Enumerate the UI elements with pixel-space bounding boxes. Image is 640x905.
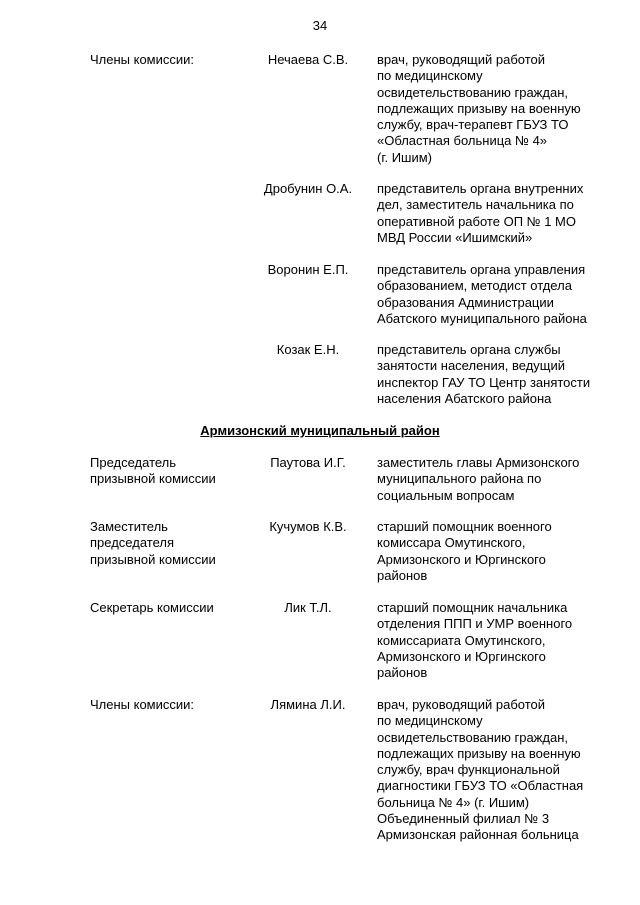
member-position: представитель органа службы занятости населения, ведущий инспектор ГАУ ТО Центр занятости населения Абатского района: [377, 342, 591, 406]
member-position: заместитель главы Армизонского муниципального района по социальным вопросам: [377, 455, 580, 503]
commission-role: Члены комиссии:: [90, 697, 195, 712]
commission-role: Заместитель председателя призывной комиссии: [90, 519, 216, 567]
section-title: Армизонский муниципальный район: [200, 423, 440, 438]
member-position: врач, руководящий работой по медицинскому освидетельствованию граждан, подлежащих призыву на военную службу, врач-терапевт ГБУЗ ТО «Областная больница № 4» (г. Ишим): [377, 52, 581, 165]
member-name: Лик Т.Л.: [284, 600, 332, 615]
member-position: врач, руководящий работой по медицинскому освидетельствованию граждан, подлежащих призыву на военную службу, врач функциональной диагностики ГБУЗ ТО «Областная больница № 4» (г. Ишим) Объединенный филиал № 3 Армизонская районная больница: [377, 697, 584, 843]
member-name: Кучумов К.В.: [269, 519, 347, 534]
member-position: представитель органа внутренних дел, заместитель начальника по оперативной работе ОП № 1 МО МВД России «Ишимский»: [377, 181, 584, 245]
member-position: представитель органа управления образованием, методист отдела образования Администрации Абатского муниципального района: [377, 262, 587, 326]
member-name: Нечаева С.В.: [267, 52, 349, 67]
commission-role: Члены комиссии:: [90, 52, 195, 67]
member-name: Лямина Л.И.: [270, 697, 346, 712]
member-position: старший помощник начальника отделения ППП и УМР военного комиссариата Омутинского, Армизонского и Юргинского районов: [377, 600, 573, 681]
member-name: Воронин Е.П.: [267, 262, 349, 277]
member-name: Козак Е.Н.: [276, 342, 340, 357]
member-name: Дробунин О.А.: [263, 181, 353, 196]
commission-role: Председатель призывной комиссии: [90, 455, 216, 487]
member-position: старший помощник военного комиссара Омутинского, Армизонского и Юргинского районов: [377, 519, 552, 583]
page-number: 34: [312, 18, 328, 33]
commission-role: Секретарь комиссии: [90, 600, 214, 615]
member-name: Паутова И.Г.: [270, 455, 346, 470]
